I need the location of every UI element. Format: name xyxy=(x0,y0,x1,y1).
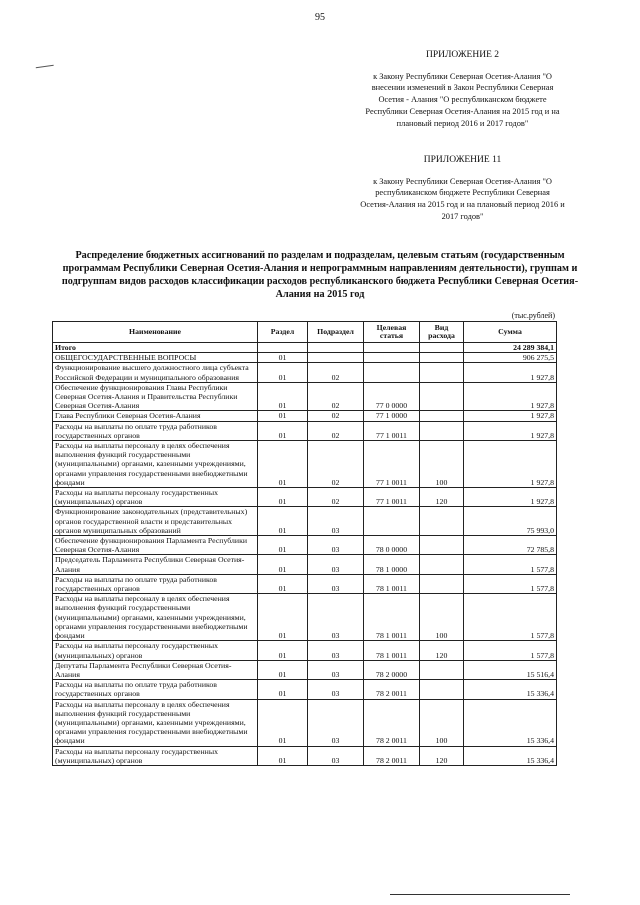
scan-mark xyxy=(36,65,55,72)
cell-type xyxy=(420,507,464,536)
cell-subsection: 03 xyxy=(308,641,364,660)
cell-section: 01 xyxy=(258,594,308,641)
cell-name: Глава Республики Северная Осетия-Алания xyxy=(53,411,258,421)
table-row xyxy=(53,421,557,440)
cell-type xyxy=(420,680,464,699)
cell-type xyxy=(420,353,464,363)
cell-section xyxy=(258,343,308,353)
cell-target: 77 1 0011 xyxy=(364,421,420,440)
table-row xyxy=(53,507,557,536)
cell-name: Депутаты Парламента Республики Северная Осетия-Алания xyxy=(53,660,258,679)
table-row xyxy=(53,441,557,488)
cell-type xyxy=(420,382,464,411)
cell-name: Председатель Парламента Республики Северная Осетия-Алания xyxy=(53,555,258,574)
cell-type xyxy=(420,343,464,353)
cell-subsection: 02 xyxy=(308,488,364,507)
cell-amount: 1 927,8 xyxy=(464,411,557,421)
cell-name: Обеспечение функционирования Главы Республики Северная Осетия-Алания и Правительства Республики Северная Осетия-Алания xyxy=(53,382,258,411)
table-row xyxy=(53,555,557,574)
appendix-11-block xyxy=(360,155,565,223)
cell-type xyxy=(420,536,464,555)
cell-name: Обеспечение функционирования Парламента Республики Северная Осетия-Алания xyxy=(53,536,258,555)
cell-name: Расходы на выплаты персоналу в целях обеспечения выполнения функций государственными (муниципальными) органами, казенными учреждениями, органами управления государственными внебюджетными фондами xyxy=(53,441,258,488)
cell-target: 78 1 0011 xyxy=(364,641,420,660)
cell-amount: 1 927,8 xyxy=(464,363,557,382)
cell-amount: 15 516,4 xyxy=(464,660,557,679)
cell-subsection: 03 xyxy=(308,699,364,746)
cell-section: 01 xyxy=(258,555,308,574)
cell-subsection: 03 xyxy=(308,594,364,641)
cell-subsection: 02 xyxy=(308,363,364,382)
cell-amount: 1 927,8 xyxy=(464,382,557,411)
cell-type: 120 xyxy=(420,641,464,660)
table-header-row xyxy=(53,322,557,343)
cell-section: 01 xyxy=(258,574,308,593)
header-amount: Сумма xyxy=(464,322,557,343)
table-row xyxy=(53,594,557,641)
appendix-2-heading: ПРИЛОЖЕНИЕ 2 xyxy=(425,50,500,60)
cell-type xyxy=(420,574,464,593)
cell-type xyxy=(420,411,464,421)
appendix-2-text: к Закону Республики Северная Осетия-Алания "О внесении изменений в Закон Республики Северная Осетия - Алания "О республиканском бюджете Республики Северная Осетия-Алания на 2015 год и на плановый период 2016 и 2017 годов" xyxy=(365,71,560,128)
cell-target: 78 2 0011 xyxy=(364,746,420,765)
cell-name: Расходы на выплаты по оплате труда работников государственных органов xyxy=(53,680,258,699)
cell-subsection: 03 xyxy=(308,574,364,593)
cell-amount: 1 577,8 xyxy=(464,555,557,574)
cell-subsection: 03 xyxy=(308,680,364,699)
table-body xyxy=(53,343,557,766)
cell-amount: 1 577,8 xyxy=(464,641,557,660)
cell-amount: 15 336,4 xyxy=(464,699,557,746)
table-row xyxy=(53,536,557,555)
table-row xyxy=(53,382,557,411)
appendix-2-block xyxy=(360,50,565,129)
cell-name: Расходы на выплаты по оплате труда работников государственных органов xyxy=(53,421,258,440)
table-row xyxy=(53,353,557,363)
appendix-11-text: к Закону Республики Северная Осетия-Алания "О республиканском бюджете Республики Северная Осетия-Алания на 2015 год и на плановый период 2016 и 2017 годов" xyxy=(360,176,565,221)
cell-target: 78 0 0000 xyxy=(364,536,420,555)
cell-target: 78 2 0000 xyxy=(364,660,420,679)
cell-name: Расходы на выплаты персоналу государственных (муниципальных) органов xyxy=(53,746,258,765)
table-row xyxy=(53,488,557,507)
cell-subsection: 03 xyxy=(308,555,364,574)
table-row xyxy=(53,411,557,421)
cell-type: 100 xyxy=(420,441,464,488)
cell-target: 77 1 0011 xyxy=(364,441,420,488)
table-row xyxy=(53,574,557,593)
cell-type xyxy=(420,660,464,679)
page-number: 95 xyxy=(315,12,325,23)
cell-target: 77 0 0000 xyxy=(364,382,420,411)
footer-line xyxy=(390,894,570,895)
cell-subsection: 02 xyxy=(308,441,364,488)
cell-name: Расходы на выплаты по оплате труда работников государственных органов xyxy=(53,574,258,593)
cell-section: 01 xyxy=(258,507,308,536)
cell-section: 01 xyxy=(258,699,308,746)
cell-subsection: 02 xyxy=(308,421,364,440)
cell-target: 78 2 0011 xyxy=(364,699,420,746)
cell-subsection: 03 xyxy=(308,746,364,765)
cell-amount: 1 927,8 xyxy=(464,488,557,507)
cell-amount: 1 577,8 xyxy=(464,574,557,593)
header-type: Вид расхода xyxy=(420,322,464,343)
cell-section: 01 xyxy=(258,411,308,421)
cell-section: 01 xyxy=(258,660,308,679)
cell-subsection xyxy=(308,343,364,353)
cell-name: Расходы на выплаты персоналу государственных (муниципальных) органов xyxy=(53,641,258,660)
cell-target: 77 1 0011 xyxy=(364,488,420,507)
table-row xyxy=(53,660,557,679)
table-row xyxy=(53,746,557,765)
cell-section: 01 xyxy=(258,746,308,765)
cell-type: 100 xyxy=(420,699,464,746)
cell-target xyxy=(364,363,420,382)
cell-subsection: 02 xyxy=(308,382,364,411)
cell-amount: 72 785,8 xyxy=(464,536,557,555)
cell-name: ОБЩЕГОСУДАРСТВЕННЫЕ ВОПРОСЫ xyxy=(53,353,258,363)
cell-amount: 75 993,0 xyxy=(464,507,557,536)
header-subsection: Подраздел xyxy=(308,322,364,343)
cell-section: 01 xyxy=(258,363,308,382)
cell-amount: 906 275,5 xyxy=(464,353,557,363)
appendix-11-heading: ПРИЛОЖЕНИЕ 11 xyxy=(423,155,502,165)
cell-name: Итого xyxy=(53,343,258,353)
cell-target: 78 1 0011 xyxy=(364,574,420,593)
header-name: Наименование xyxy=(53,322,258,343)
cell-type: 120 xyxy=(420,746,464,765)
cell-subsection: 03 xyxy=(308,660,364,679)
cell-amount: 24 289 384,1 xyxy=(464,343,557,353)
cell-amount: 15 336,4 xyxy=(464,680,557,699)
cell-target: 78 1 0011 xyxy=(364,594,420,641)
cell-section: 01 xyxy=(258,680,308,699)
cell-name: Расходы на выплаты персоналу государственных (муниципальных) органов xyxy=(53,488,258,507)
cell-type: 100 xyxy=(420,594,464,641)
cell-subsection: 02 xyxy=(308,411,364,421)
cell-type xyxy=(420,421,464,440)
cell-amount: 1 927,8 xyxy=(464,421,557,440)
units-label: (тыс.рублей) xyxy=(511,311,555,320)
cell-target xyxy=(364,343,420,353)
document-title: Распределение бюджетных ассигнований по разделам и подразделам, целевым статьям (государственным программам Республики Северная Осетия-Алания и непрограммным направлениям деятельности), группам и подгруппам видов расходов классификации расходов республиканского бюджета Республики Северная Осетия-Алания на 2015 год xyxy=(61,250,579,300)
table-row xyxy=(53,641,557,660)
cell-name: Расходы на выплаты персоналу в целях обеспечения выполнения функций государственными (муниципальными) органами, казенными учреждениями, органами управления государственными внебюджетными фондами xyxy=(53,594,258,641)
cell-type xyxy=(420,555,464,574)
header-target: Целевая статья xyxy=(364,322,420,343)
cell-name: Функционирование высшего должностного лица субъекта Российской Федерации и муниципального образования xyxy=(53,363,258,382)
cell-target: 78 2 0011 xyxy=(364,680,420,699)
cell-section: 01 xyxy=(258,353,308,363)
cell-section: 01 xyxy=(258,421,308,440)
table-row xyxy=(53,680,557,699)
cell-subsection xyxy=(308,353,364,363)
cell-section: 01 xyxy=(258,641,308,660)
cell-name: Расходы на выплаты персоналу в целях обеспечения выполнения функций государственными (муниципальными) органами, казенными учреждениями, органами управления государственными внебюджетными фондами xyxy=(53,699,258,746)
table-row xyxy=(53,699,557,746)
table-row xyxy=(53,343,557,353)
cell-target: 78 1 0000 xyxy=(364,555,420,574)
table-row xyxy=(53,363,557,382)
cell-target: 77 1 0000 xyxy=(364,411,420,421)
header-section: Раздел xyxy=(258,322,308,343)
cell-type xyxy=(420,363,464,382)
cell-amount: 15 336,4 xyxy=(464,746,557,765)
cell-subsection: 03 xyxy=(308,507,364,536)
cell-amount: 1 927,8 xyxy=(464,441,557,488)
budget-table xyxy=(52,321,557,766)
cell-section: 01 xyxy=(258,441,308,488)
cell-section: 01 xyxy=(258,536,308,555)
cell-subsection: 03 xyxy=(308,536,364,555)
cell-type: 120 xyxy=(420,488,464,507)
cell-section: 01 xyxy=(258,488,308,507)
cell-section: 01 xyxy=(258,382,308,411)
cell-amount: 1 577,8 xyxy=(464,594,557,641)
cell-name: Функционирование законодательных (представительных) органов государственной власти и представительных органов муниципальных образований xyxy=(53,507,258,536)
cell-target xyxy=(364,353,420,363)
cell-target xyxy=(364,507,420,536)
